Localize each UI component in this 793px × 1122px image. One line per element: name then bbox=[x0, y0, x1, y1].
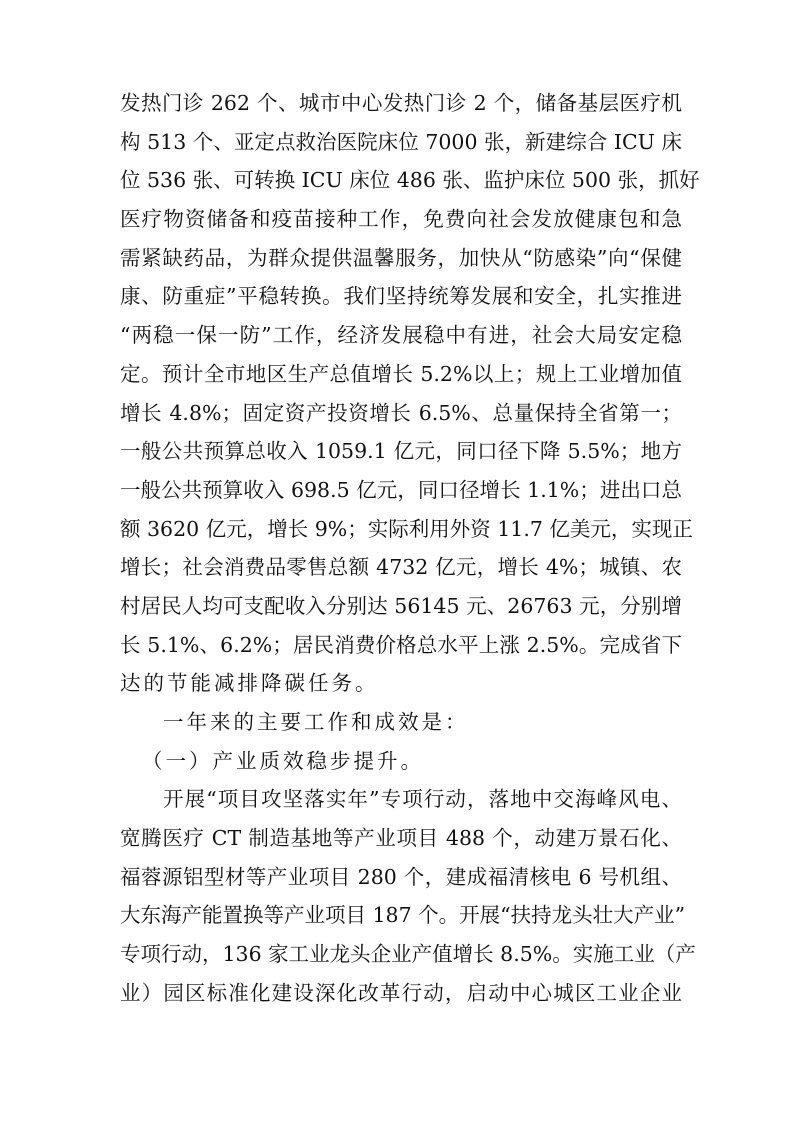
paragraph-industry bbox=[120, 780, 696, 1012]
text-line: 达的节能减排降碳任务。 bbox=[120, 671, 379, 696]
text-line: 业）园区标准化建设深化改革行动，启动中心城区工业企业 bbox=[120, 980, 682, 1005]
text-line: 大东海产能置换等产业项目 187 个。开展“扶持龙头壮大产业” bbox=[120, 903, 686, 928]
text-line: 构 513 个、亚定点救治医院床位 7000 张，新建综合 ICU 床 bbox=[120, 129, 682, 154]
text-line: 增长；社会消费品零售总额 4732 亿元，增长 4%；城镇、农 bbox=[120, 555, 682, 580]
document-page bbox=[120, 84, 700, 1013]
text-line: 一年来的主要工作和成效是： bbox=[163, 710, 469, 734]
text-line: 一般公共预算总收入 1059.1 亿元，同口径下降 5.5%；地方 bbox=[120, 439, 682, 464]
text-line: 福蓉源铝型材等产业项目 280 个，建成福清核电 6 号机组、 bbox=[120, 864, 682, 889]
text-line: 长 5.1%、6.2%；居民消费价格总水平上涨 2.5%。完成省下 bbox=[120, 632, 682, 657]
paragraph-intro bbox=[120, 703, 682, 742]
text-line: 需紧缺药品，为群众提供温馨服务，加快从“防感染”向“保健 bbox=[120, 245, 682, 270]
section-heading: （一）产业质效稳步提升。 bbox=[142, 748, 424, 773]
text-line: 定。预计全市地区生产总值增长 5.2%以上；规上工业增加值 bbox=[120, 361, 682, 386]
text-line: 额 3620 亿元，增长 9%；实际利用外资 11.7 亿美元，实现正 bbox=[120, 516, 693, 541]
text-line: 医疗物资储备和疫苗接种工作，免费向社会发放健康包和急 bbox=[120, 207, 682, 232]
text-line: 专项行动，136 家工业龙头企业产值增长 8.5%。实施工业（产 bbox=[120, 942, 696, 967]
text-line: 发热门诊 262 个、城市中心发热门诊 2 个，储备基层医疗机 bbox=[120, 91, 682, 115]
text-line: 增长 4.8%；固定资产投资增长 6.5%、总量保持全省第一； bbox=[120, 400, 682, 425]
text-line: 村居民人均可支配收入分别达 56145 元、26763 元，分别增 bbox=[120, 593, 682, 618]
text-line: 开展“项目攻坚落实年”专项行动，落地中交海峰风电、 bbox=[163, 787, 682, 812]
text-line: 康、防重症”平稳转换。我们坚持统筹发展和安全，扎实推进 bbox=[120, 284, 682, 309]
text-line: 位 536 张、可转换 ICU 床位 486 张、监护床位 500 张，抓好 bbox=[120, 168, 700, 193]
text-line: 宽腾医疗 CT 制造基地等产业项目 488 个，动建万景石化、 bbox=[120, 826, 682, 851]
text-line: “两稳一保一防”工作，经济发展稳中有进，社会大局安定稳 bbox=[120, 323, 682, 348]
paragraph-economic-summary bbox=[120, 84, 700, 703]
text-line: 一般公共预算收入 698.5 亿元，同口径增长 1.1%；进出口总 bbox=[120, 477, 682, 502]
